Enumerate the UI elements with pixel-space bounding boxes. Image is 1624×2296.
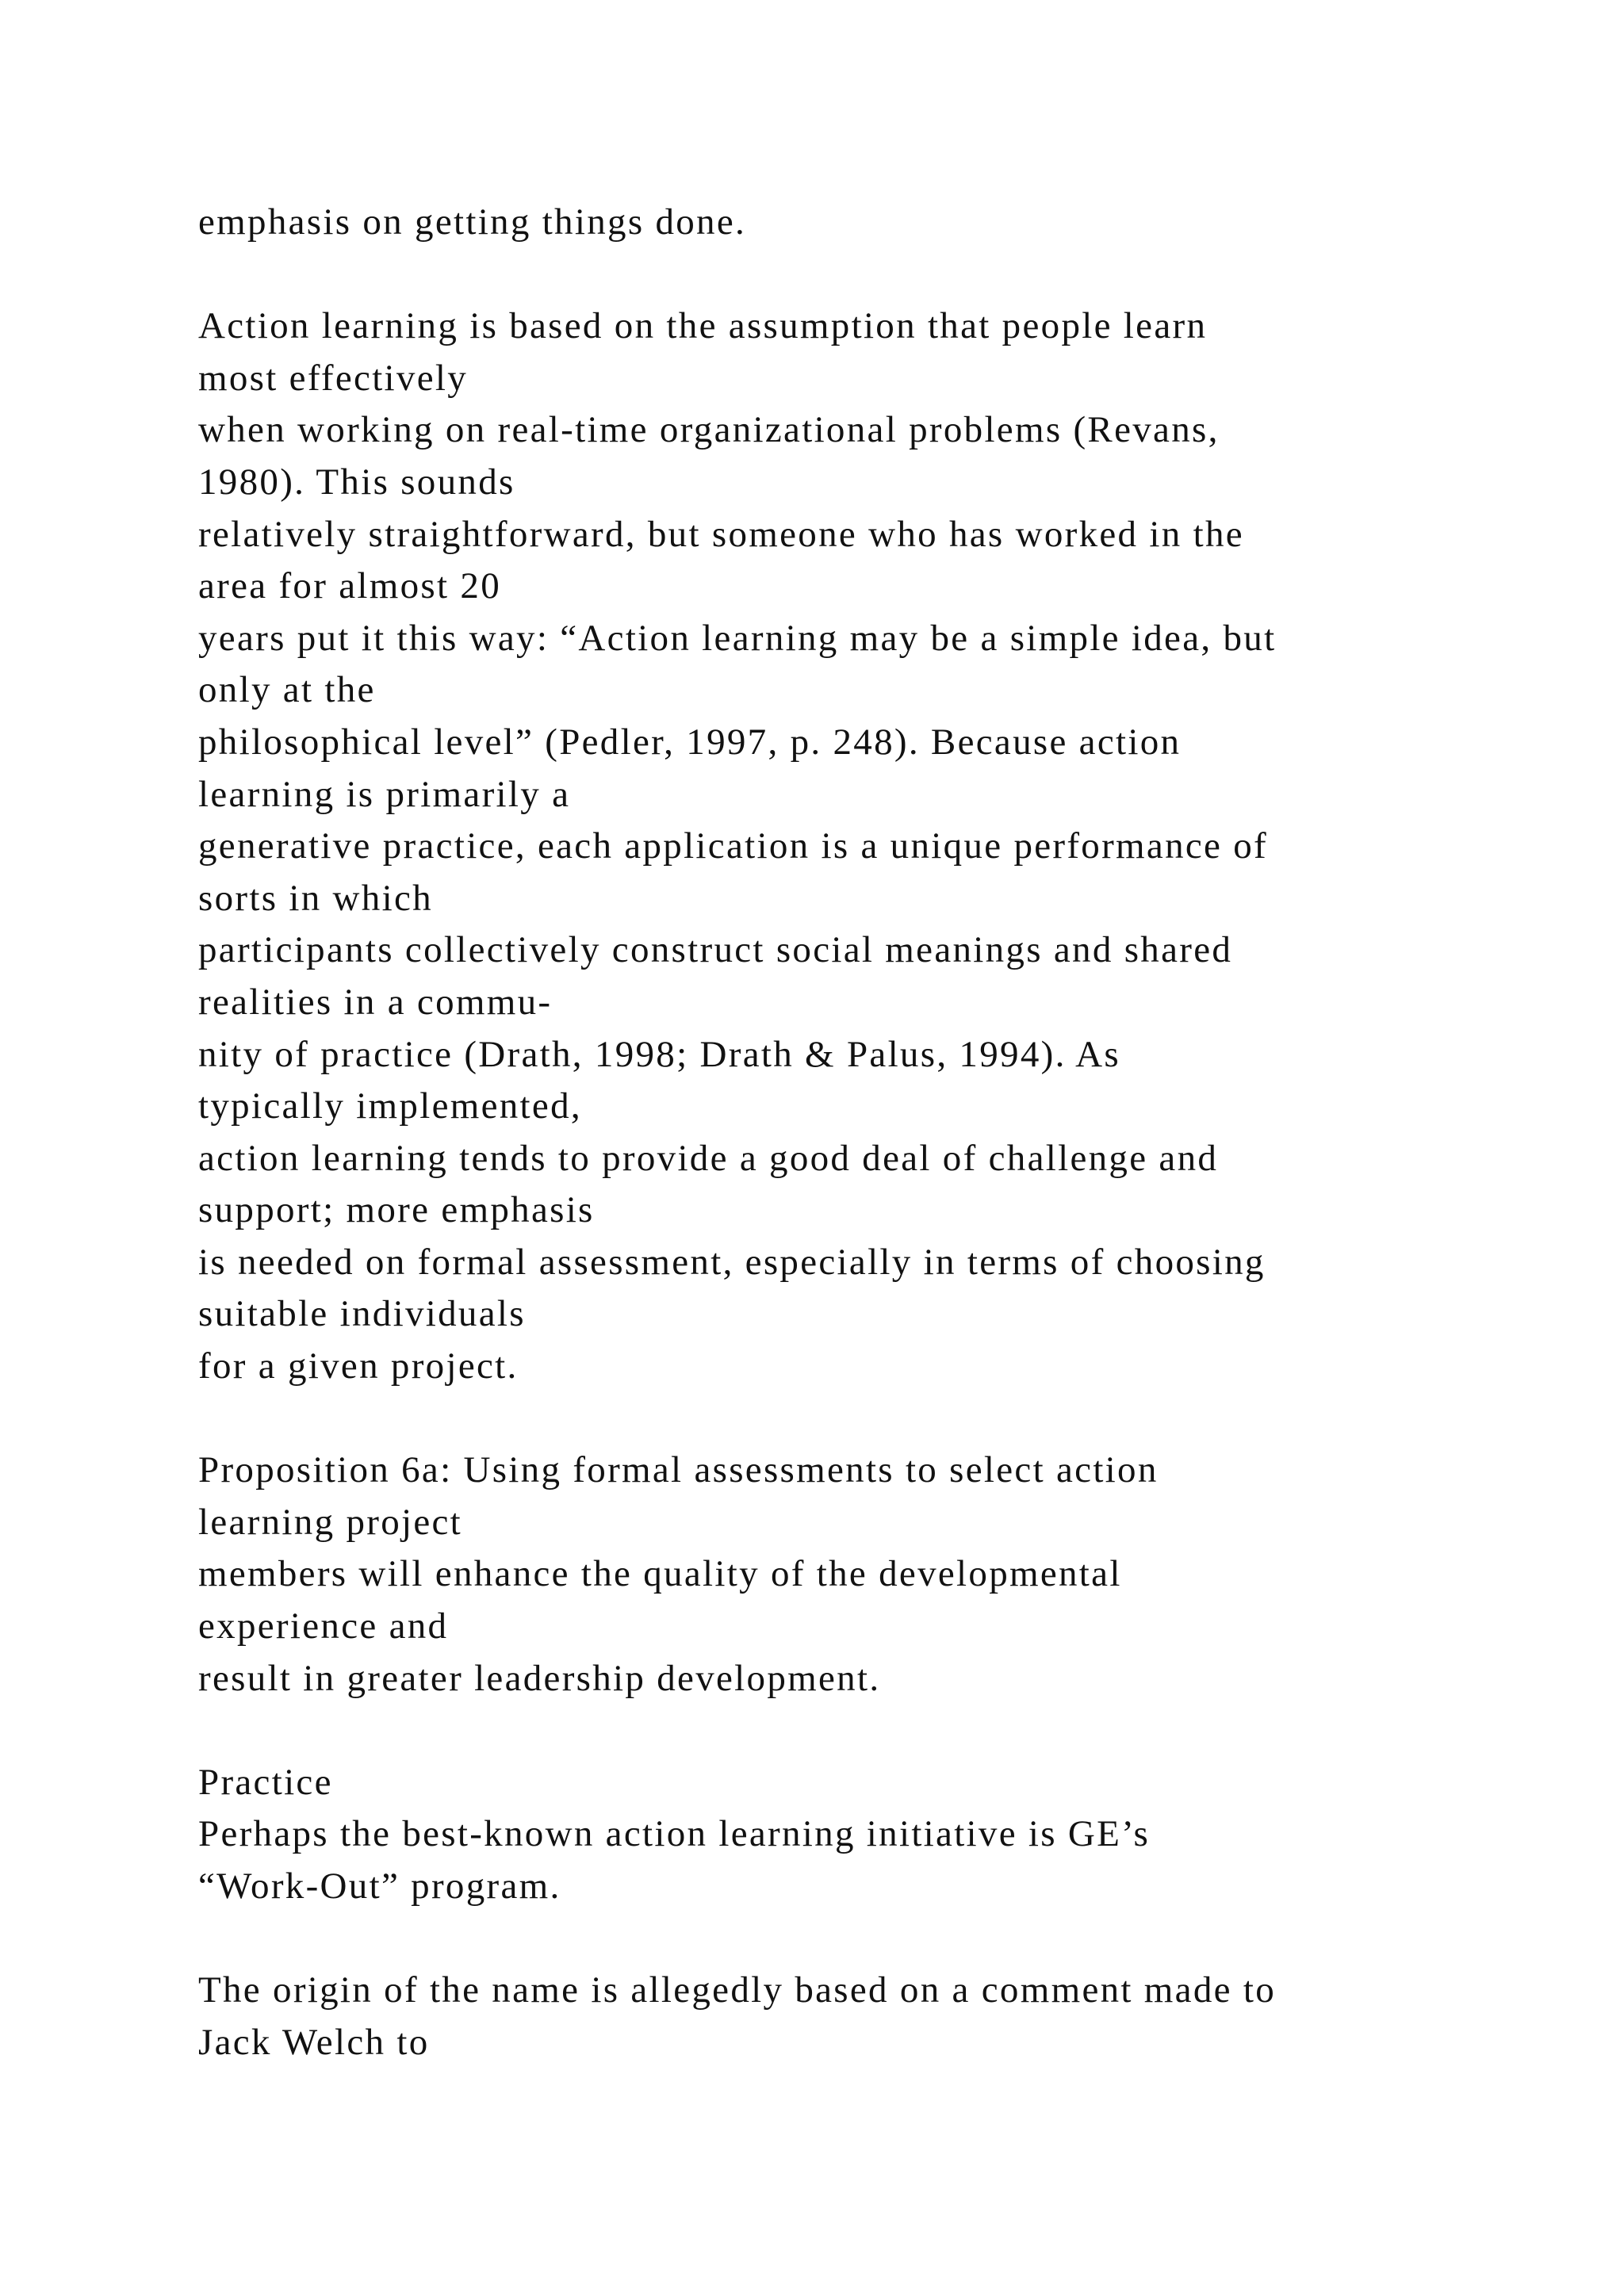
text-line: for a given project. — [198, 1345, 519, 1387]
paragraph-gap — [198, 1705, 1530, 1757]
text-line: “Work-Out” program. — [198, 1866, 561, 1907]
text-line: members will enhance the quality of the developmental — [198, 1553, 1122, 1595]
text-line: Action learning is based on the assumption that people learn — [198, 305, 1208, 347]
paragraph-intro — [198, 197, 1530, 249]
text-line: emphasis on getting things done. — [198, 201, 747, 243]
text-line: sorts in which — [198, 877, 433, 919]
text-line: Perhaps the best-known action learning initiative is GE’s — [198, 1813, 1151, 1855]
text-line: area for almost 20 — [198, 565, 502, 607]
text-line: experience and — [198, 1605, 449, 1647]
text-line: learning project — [198, 1501, 463, 1543]
text-line: generative practice, each application is a unique performance of — [198, 825, 1269, 867]
text-line: participants collectively construct social meanings and shared — [198, 929, 1233, 971]
text-line: years put it this way: “Action learning may be a simple idea, but — [198, 617, 1277, 659]
text-line: result in greater leadership development. — [198, 1657, 881, 1699]
text-line: relatively straightforward, but someone who has worked in the — [198, 513, 1244, 555]
text-line: nity of practice (Drath, 1998; Drath & Palus, 1994). As — [198, 1033, 1120, 1075]
section-heading-practice: Practice — [198, 1761, 333, 1803]
paragraph-gap — [198, 249, 1530, 301]
text-line: support; more emphasis — [198, 1189, 595, 1231]
text-line: action learning tends to provide a good deal of challenge and — [198, 1137, 1219, 1179]
text-line: Jack Welch to — [198, 2021, 430, 2063]
document-body — [198, 197, 1530, 2068]
text-line: The origin of the name is allegedly based on a comment made to — [198, 1969, 1276, 2011]
paragraph-gap — [198, 1393, 1530, 1445]
text-line: when working on real-time organizational problems (Revans, — [198, 409, 1220, 451]
text-line: philosophical level” (Pedler, 1997, p. 248). Because action — [198, 721, 1182, 763]
paragraph-proposition-6a — [198, 1445, 1530, 1705]
text-line: 1980). This sounds — [198, 461, 515, 503]
text-line: only at the — [198, 669, 376, 711]
text-line: suitable individuals — [198, 1293, 526, 1335]
paragraph-practice — [198, 1757, 1530, 1913]
paragraph-gap — [198, 1913, 1530, 1965]
text-line: realities in a commu- — [198, 981, 553, 1023]
text-line: typically implemented, — [198, 1085, 582, 1127]
text-line: learning is primarily a — [198, 773, 571, 815]
text-line: is needed on formal assessment, especially in terms of choosing — [198, 1241, 1266, 1283]
paragraph-work-out-origin — [198, 1965, 1530, 2068]
text-line: Proposition 6a: Using formal assessments to select action — [198, 1449, 1159, 1491]
text-line: most effectively — [198, 357, 469, 399]
paragraph-action-learning — [198, 300, 1530, 1392]
